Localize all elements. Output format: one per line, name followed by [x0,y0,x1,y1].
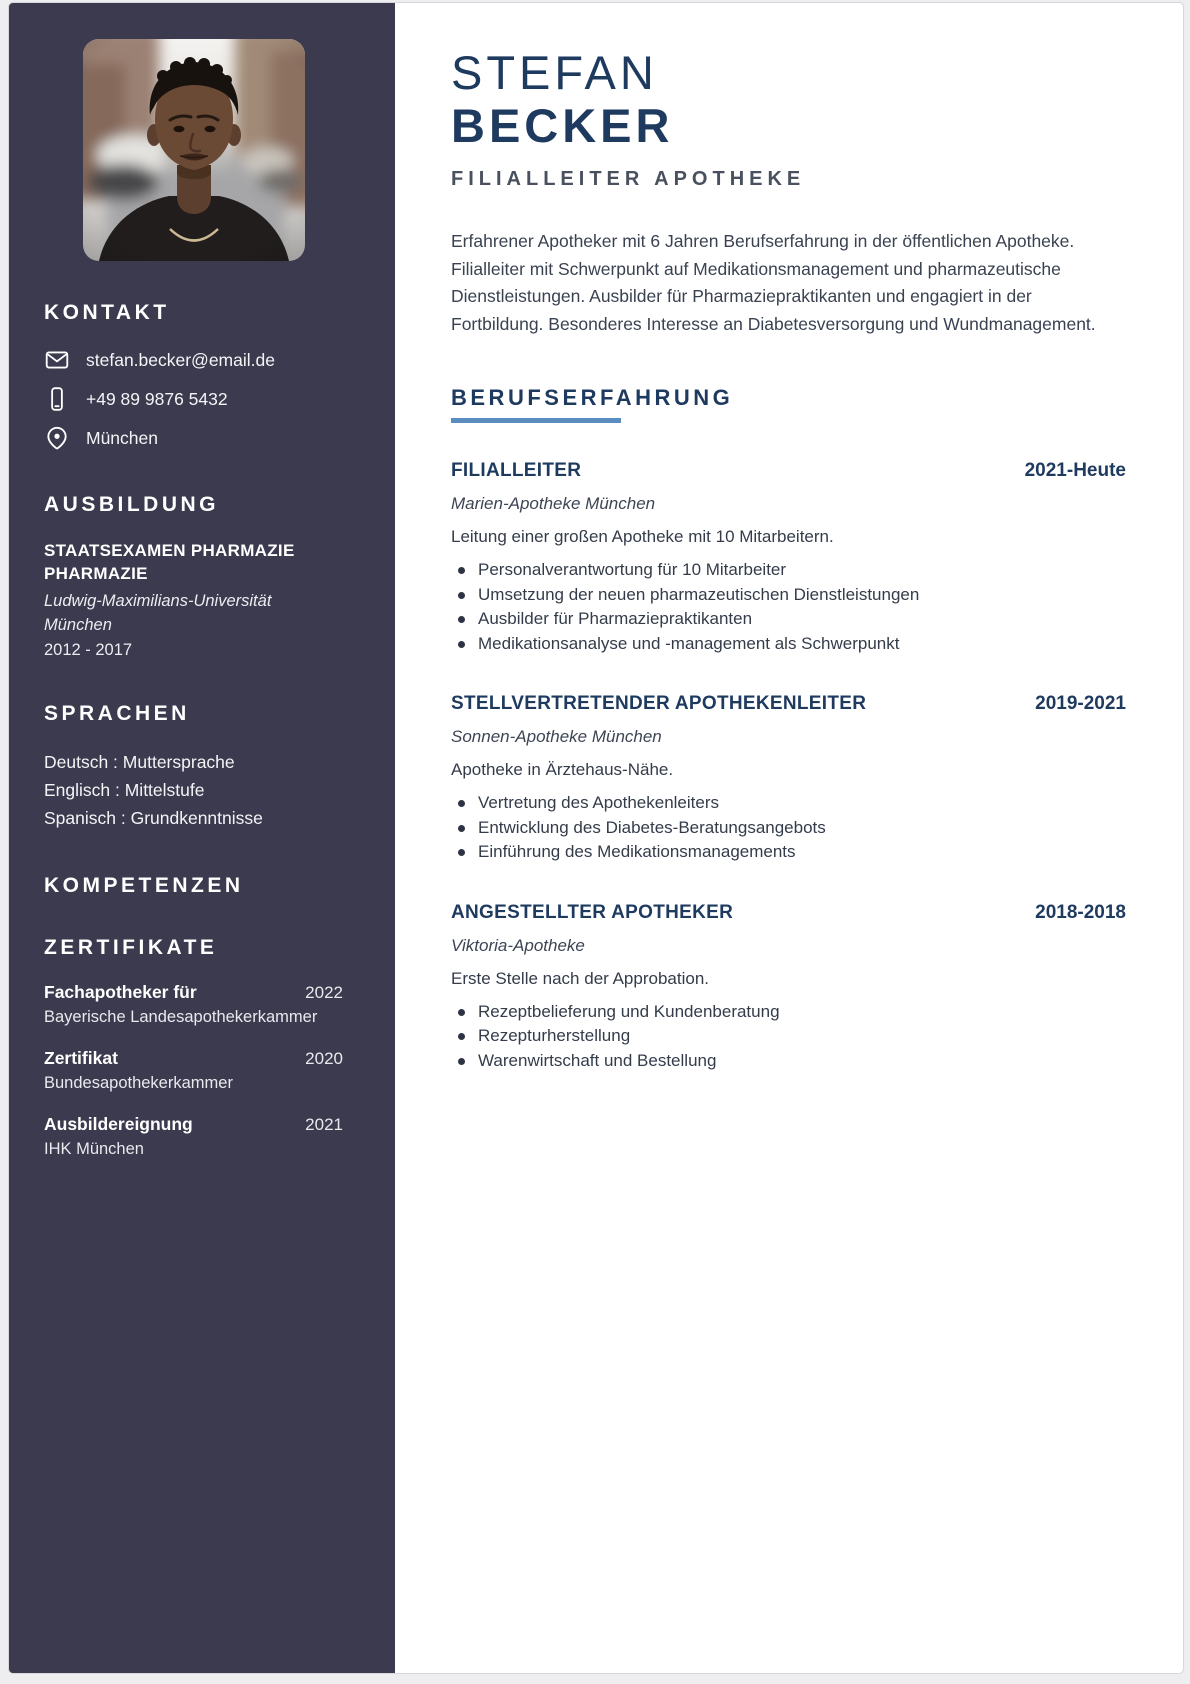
profile-summary: Erfahrener Apotheker mit 6 Jahren Berufserfahrung in der öffentlichen Apotheke. Filialleiter mit Schwerpunkt auf Medikationsmanagement und pharmazeutische Dienstleistungen. Ausbilder für Pharmaziepraktikanten und engagiert in der Fortbildung. Besonderes Interesse an Diabetesversorgung und Wundmanagement. [451,231,1096,334]
sidebar [9,3,395,1673]
email-icon [44,347,70,373]
location-icon [44,425,70,451]
certificate-entry [44,1048,343,1093]
languages-section [44,702,343,832]
job-bullet-list [451,1000,1126,1074]
certificate-issuer: Bayerische Landesapothekerkammer [44,1008,318,1026]
language-item: Spanisch : Grundkenntnisse [44,808,263,828]
job-bullet-list [451,558,1126,656]
cv-page [8,2,1184,1674]
contact-location-text: München [86,427,158,448]
bullet-item: Personalverantwortung für 10 Mitarbeiter [451,558,1126,583]
education-dates: 2012 - 2017 [44,641,133,659]
contact-section [44,301,343,451]
skills-heading: KOMPETENZEN [44,874,244,897]
bullet-item: Einführung des Medikationsmanagements [451,840,1126,865]
education-section [44,493,343,660]
name-block [451,47,1126,153]
headline-job-title: FILIALLEITER APOTHEKE [451,168,806,190]
job-title: FILIALLEITER [451,460,582,481]
experience-heading-underline [451,418,621,423]
job-description: Erste Stelle nach der Approbation. [451,968,709,988]
job-description: Leitung einer großen Apotheke mit 10 Mitarbeitern. [451,527,834,546]
job-period: 2018-2018 [1035,901,1126,923]
certificate-year: 2022 [305,983,343,1002]
job-bullet-list [451,791,1126,865]
contact-phone-text: +49 89 9876 5432 [86,388,228,409]
bullet-item: Vertretung des Apothekenleiters [451,791,1126,816]
job-period: 2021-Heute [1024,460,1126,481]
bullet-item: Warenwirtschaft und Bestellung [451,1049,1126,1074]
contact-heading: KONTAKT [44,301,170,324]
job-title: STELLVERTRETENDER APOTHEKENLEITER [451,693,867,714]
language-item: Deutsch : Muttersprache [44,752,235,772]
contact-item-location [44,425,343,451]
profile-photo [83,39,305,261]
certificate-entry [44,982,343,1027]
phone-icon [44,386,70,412]
job-company: Viktoria-Apotheke [451,935,585,955]
certificate-entry [44,1114,343,1159]
job-company: Marien-Apotheke München [451,494,656,513]
job-entry [451,693,1126,865]
certificates-section [44,936,343,1159]
certificate-name: Fachapotheker für [44,982,197,1002]
education-entry [44,539,343,660]
languages-heading: SPRACHEN [44,702,190,725]
certificate-name: Ausbildereignung [44,1114,193,1134]
contact-item-phone [44,386,343,412]
contact-item-email [44,347,343,373]
last-name: BECKER [451,99,674,152]
skills-section [44,874,343,898]
bullet-item: Ausbilder für Pharmaziepraktikanten [451,607,1126,632]
bullet-item: Umsetzung der neuen pharmazeutischen Dienstleistungen [451,583,1126,608]
main-content [395,3,1183,1673]
bullet-item: Medikationsanalyse und -management als Schwerpunkt [451,632,1126,657]
education-institution: Ludwig-Maximilians-Universität München [44,592,272,634]
job-entry [451,902,1126,1074]
bullet-item: Rezepturherstellung [451,1024,1126,1049]
language-item: Englisch : Mittelstufe [44,780,205,800]
profile-photo-illustration [83,39,305,261]
certificate-name: Zertifikat [44,1048,118,1068]
certificate-year: 2020 [305,1049,343,1068]
certificates-heading: ZERTIFIKATE [44,936,218,959]
certificate-issuer: Bundesapothekerkammer [44,1074,233,1092]
education-heading: AUSBILDUNG [44,493,219,516]
job-company: Sonnen-Apotheke München [451,727,662,746]
job-entry [451,460,1126,656]
first-name: STEFAN [451,46,658,99]
job-description: Apotheke in Ärztehaus-Nähe. [451,760,674,779]
experience-heading: BERUFSERFAHRUNG [451,385,734,410]
job-title: ANGESTELLTER APOTHEKER [451,901,734,923]
job-period: 2019-2021 [1035,693,1126,714]
certificate-year: 2021 [305,1115,343,1134]
bullet-item: Rezeptbelieferung und Kundenberatung [451,1000,1126,1025]
education-degree: STAATSEXAMEN PHARMAZIE PHARMAZIE [44,541,295,583]
bullet-item: Entwicklung des Diabetes-Beratungsangebots [451,816,1126,841]
contact-email-text: stefan.becker@email.de [86,349,275,370]
certificate-issuer: IHK München [44,1140,144,1158]
